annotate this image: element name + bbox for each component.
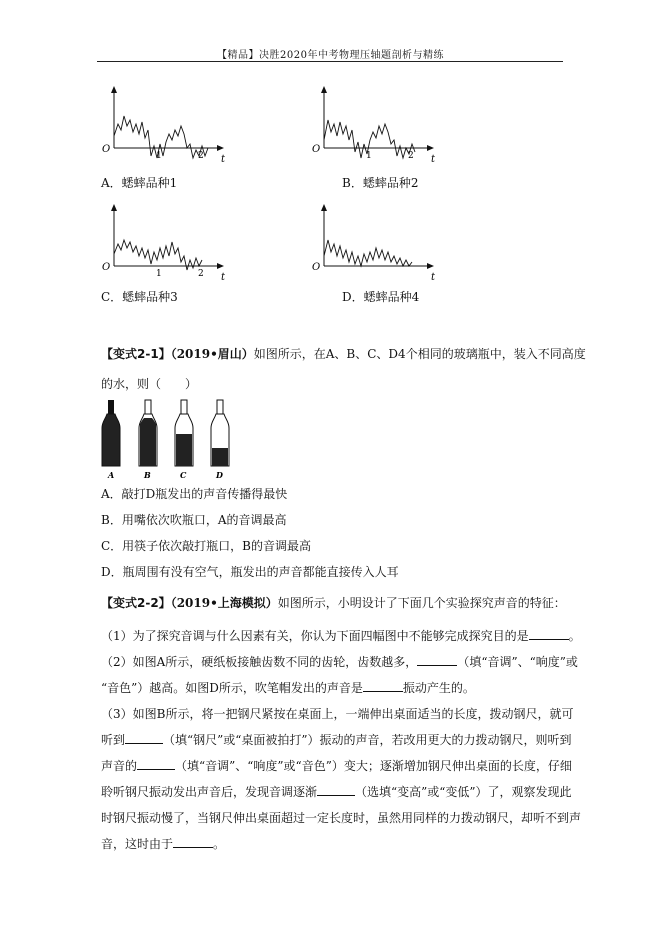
t-axis-label: t (431, 272, 436, 283)
page-header: 【精品】决胜2020年中考物理压轴题剖析与精练 (217, 50, 444, 61)
t-axis-label: t (221, 272, 226, 283)
origin-label: O (102, 144, 111, 155)
option-graph-c: C．蟋蟀品种3 (101, 290, 178, 304)
question-2-2-part-2-cont: “音色”）越高。如图D所示，吹笔帽发出的声音是 振动产生的。 (101, 681, 475, 695)
bottle-c (175, 400, 193, 466)
bottle-label-d: D (216, 470, 223, 480)
question-2-1-option-c: C．用筷子依次敲打瓶口，B的音调最高 (101, 539, 312, 553)
question-2-2-part-3-line-6: 音，这时由于 。 (101, 837, 226, 851)
bottle-b (139, 400, 157, 466)
glass-bottles-figure (100, 398, 234, 480)
bottle-label-a: A (108, 470, 115, 480)
question-source: （2019•上海模拟） (170, 596, 278, 610)
question-tag: 【变式2-2】 (101, 596, 171, 610)
question-2-2-part-3-line-5: 时钢尺振动慢了，当钢尺伸出桌面超过一定长度时，虽然用同样的力拨动钢尺，却听不到声 (101, 811, 582, 825)
tick-2-label: 2 (408, 151, 414, 161)
answer-blank-6[interactable] (317, 784, 355, 796)
option-graph-a: A．蟋蟀品种1 (101, 176, 178, 190)
question-2-1-option-d: D．瓶周围有没有空气，瓶发出的声音都能直接传入人耳 (101, 565, 399, 579)
question-2-2-part-2: （2）如图A所示，硬纸板接触齿数不同的齿轮，齿数越多， （填“音调”、“响度”或 (101, 655, 578, 669)
answer-blank-7[interactable] (173, 836, 213, 848)
t-axis-label: t (431, 154, 436, 165)
answer-blank-2[interactable] (417, 654, 457, 666)
origin-label: O (102, 262, 111, 273)
answer-blank-3[interactable] (363, 680, 403, 692)
answer-blank-1[interactable] (529, 628, 569, 640)
bottle-d (211, 400, 229, 466)
waveform-graph-c (100, 204, 230, 284)
waveform-graph-b (310, 86, 440, 166)
tick-1-label: 1 (156, 269, 162, 279)
question-2-2-part-3-line-4: 聆听钢尺振动发出声音后，发现音调逐渐 （选填“变高”或“变低”）了，观察发现此 (101, 785, 572, 799)
tick-1-label: 1 (366, 151, 372, 161)
question-2-2-part-3: （3）如图B所示，将一把钢尺紧按在桌面上，一端伸出桌面适当的长度，拨动钢尺，就可 (101, 707, 574, 721)
header-divider (97, 61, 563, 62)
question-2-2-part-3-line-3: 声音的 （填“音调”、“响度”或“音色”）变大；逐渐增加钢尺伸出桌面的长度，仔细 (101, 759, 572, 773)
waveform-graph-d (310, 204, 440, 284)
question-2-2-part-1: （1）为了探究音调与什么因素有关，你认为下面四幅图中不能够完成探究目的是 。 (101, 629, 581, 643)
bottle-label-b: B (144, 470, 151, 480)
bottle-label-c: C (180, 470, 187, 480)
question-2-1-option-a: A．敲打D瓶发出的声音传播得最快 (101, 487, 288, 501)
answer-blank-4[interactable] (125, 732, 163, 744)
option-graph-b: B．蟋蟀品种2 (342, 176, 419, 190)
tick-1-label: 1 (156, 151, 162, 161)
bottle-a (102, 400, 120, 466)
question-2-1-option-b: B．用嘴依次吹瓶口，A的音调最高 (101, 513, 287, 527)
option-graph-d: D．蟋蟀品种4 (342, 290, 420, 304)
question-2-2-stem: 【变式2-2】（2019•上海模拟）如图所示，小明设计了下面几个实验探究声音的特征： (101, 596, 566, 610)
origin-label: O (312, 144, 321, 155)
waveform-graph-a (100, 86, 230, 166)
question-2-1-stem: 【变式2-1】（2019•眉山）如图所示，在A、B、C、D4个相同的玻璃瓶中，装入不同高度 (101, 347, 586, 361)
tick-2-label: 2 (198, 151, 204, 161)
t-axis-label: t (221, 154, 226, 165)
question-source: （2019•眉山） (170, 347, 254, 361)
question-2-1-stem-cont: 的水，则（ ） (101, 377, 198, 391)
question-tag: 【变式2-1】 (101, 347, 171, 361)
origin-label: O (312, 262, 321, 273)
tick-2-label: 2 (198, 269, 204, 279)
question-2-2-part-3-line-2: 听到 （填“钢尺”或“桌面被拍打”）振动的声音，若改用更大的力拨动钢尺，则听到 (101, 733, 572, 747)
answer-blank-5[interactable] (137, 758, 175, 770)
